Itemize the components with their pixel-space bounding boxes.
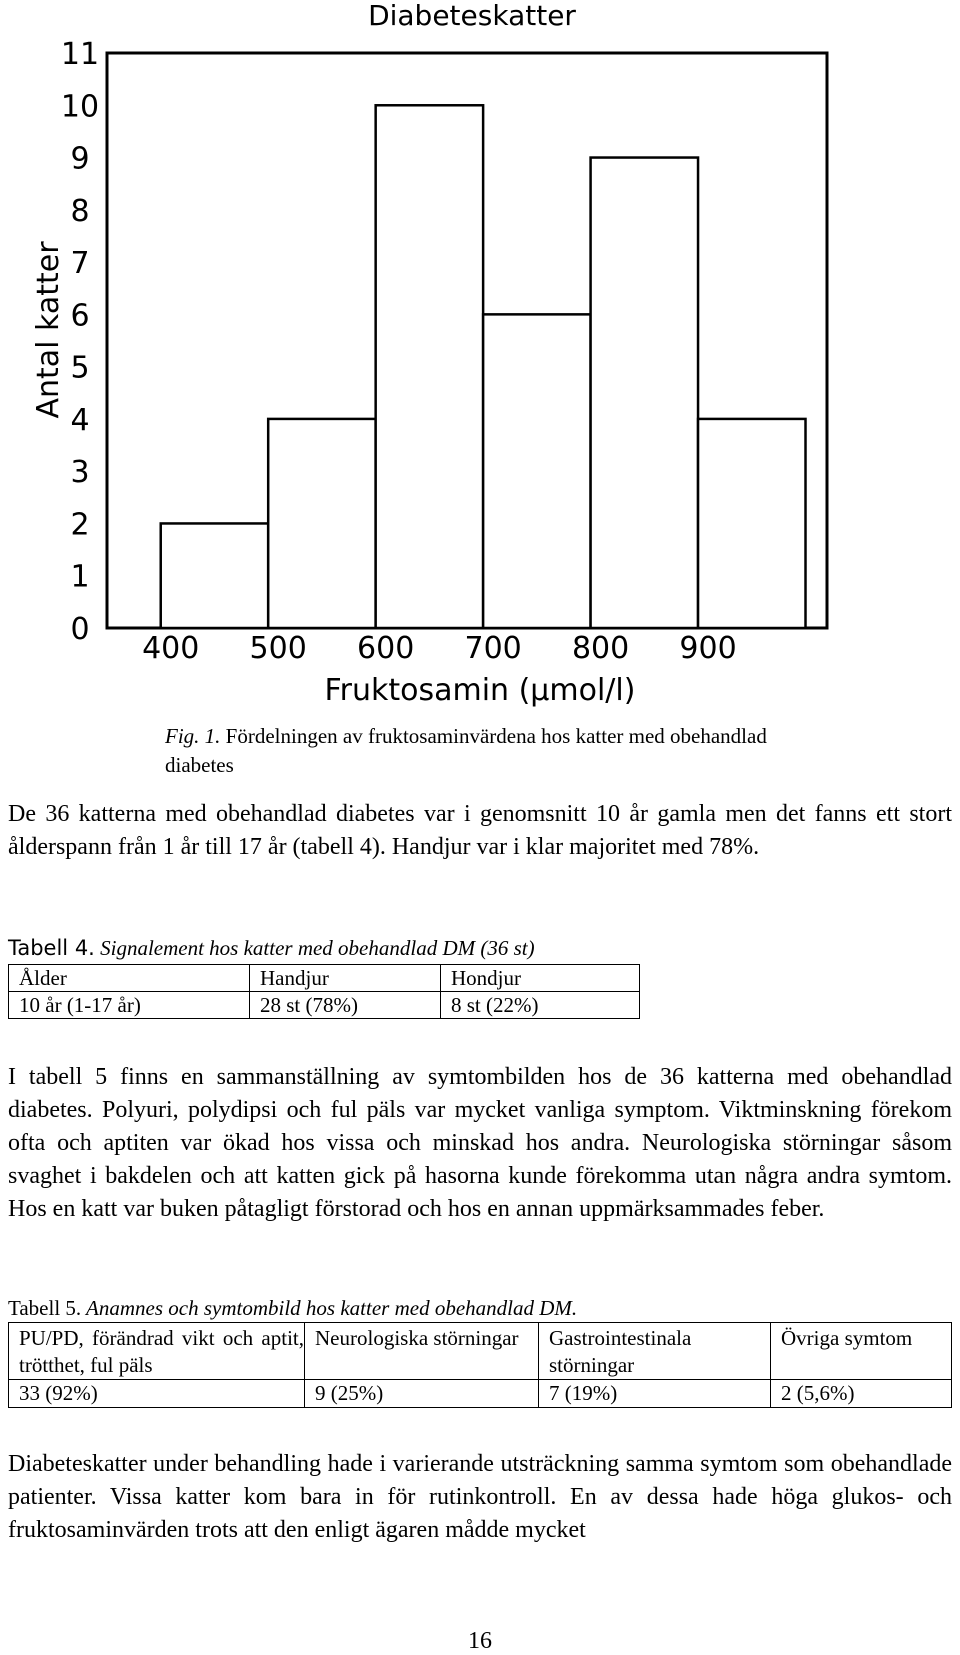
chart-title: Diabeteskatter: [368, 0, 576, 32]
table-cell: 8 st (22%): [441, 992, 640, 1019]
page-number: 16: [468, 1628, 492, 1654]
table5: [8, 1322, 952, 1408]
histogram-bar: [698, 419, 805, 628]
table-header-cell: Övriga symtom: [771, 1323, 952, 1380]
table-cell: 9 (25%): [305, 1380, 539, 1408]
table-header-cell: Handjur: [250, 965, 441, 992]
y-tick-label: 2: [70, 507, 90, 543]
table4-caption: [8, 935, 535, 961]
y-tick-label: 5: [70, 350, 90, 386]
table-row: [9, 1380, 952, 1408]
table-cell: 2 (5,6%): [771, 1380, 952, 1408]
histogram-bar: [376, 105, 483, 628]
table-header-cell: Neurologiska störningar: [305, 1323, 539, 1380]
figure-caption: [165, 722, 805, 780]
paragraph-symptoms: I tabell 5 finns en sammanställning av symtombilden hos de 36 katterna med obehandlad diabetes. Polyuri, polydipsi och ful päls var mycket vanliga symptom. Viktminskning förekom ofta och aptiten var ökad hos vissa och minskad hos andra. Neurologiska störningar såsom svaghet i bakdelen och att katten gick på hasorna kunde förekomma utan några andra symtom. Hos en katt var buken påtagligt förstorad och hos en annan uppmärksammades feber.: [8, 1064, 952, 1222]
y-tick-label: 1: [70, 559, 90, 595]
table-cell: 28 st (78%): [250, 992, 441, 1019]
table4: [8, 964, 640, 1019]
histogram-chart: [0, 0, 960, 715]
histogram-bar: [268, 419, 375, 628]
x-tick-label: 800: [571, 631, 630, 666]
table5-caption: [8, 1295, 577, 1321]
table-cell: 33 (92%): [9, 1380, 305, 1408]
y-tick-label: 10: [60, 89, 100, 125]
x-tick-label: 700: [464, 631, 522, 666]
x-tick-label: 900: [679, 631, 737, 666]
y-tick-label: 9: [70, 141, 90, 177]
table-header-row: [9, 1323, 952, 1380]
x-axis-label: Fruktosamin (µmol/l): [324, 673, 636, 708]
figure-caption-text: Fördelningen av fruktosaminvärdena hos katter med obehandlad diabetes: [165, 724, 767, 777]
y-tick-label: 8: [70, 193, 90, 229]
table-header-row: [9, 965, 640, 992]
histogram-bar: [591, 158, 698, 628]
figure-label: Fig. 1.: [165, 724, 221, 748]
x-tick-label: 600: [357, 631, 415, 666]
table-header-cell: Gastrointestinala störningar: [539, 1323, 771, 1380]
y-tick-label: 7: [70, 246, 90, 282]
paragraph-treated: Diabeteskatter under behandling hade i varierande utsträckning samma symtom som obehandlade patienter. Vissa katter kom bara in för rutinkontroll. En av dessa hade höga glukos- och fruktosaminvärden trots att den enligt ägaren mådde mycket: [8, 1451, 952, 1543]
table-cell: 10 år (1-17 år): [9, 992, 250, 1019]
x-tick-label: 500: [249, 631, 307, 666]
histogram-bars: [161, 105, 806, 628]
y-axis-label: Antal katter: [31, 241, 66, 419]
y-tick-label: 3: [70, 455, 90, 491]
y-tick-label: 11: [60, 37, 100, 72]
y-tick-label: 6: [70, 298, 90, 334]
table5-title: Anamnes och symtombild hos katter med obehandlad DM.: [81, 1296, 578, 1320]
histogram-bar: [161, 523, 268, 628]
table-header-cell: PU/PD, förändrad vikt och aptit, trötthet, ful päls: [9, 1323, 305, 1380]
y-tick-label: 4: [70, 402, 90, 438]
y-axis-ticks: [61, 37, 99, 647]
histogram-bar: [483, 314, 590, 628]
paragraph-age: De 36 katterna med obehandlad diabetes var i genomsnitt 10 år gamla men det fanns ett stort ålderspann från 1 år till 17 år (tabell 4). Handjur var i klar majoritet med 78%.: [8, 801, 952, 860]
table-row: [9, 992, 640, 1019]
x-tick-label: 400: [142, 631, 200, 666]
x-axis-ticks: [142, 631, 737, 666]
table-cell: 7 (19%): [539, 1380, 771, 1408]
table-header-cell: Ålder: [9, 965, 250, 992]
table5-label: Tabell 5.: [8, 1296, 82, 1320]
table4-title: Signalement hos katter med obehandlad DM (36 st): [94, 936, 535, 960]
table4-label: Tabell 4.: [8, 936, 95, 960]
y-tick-label: 0: [70, 612, 90, 647]
table-header-cell: Hondjur: [441, 965, 640, 992]
